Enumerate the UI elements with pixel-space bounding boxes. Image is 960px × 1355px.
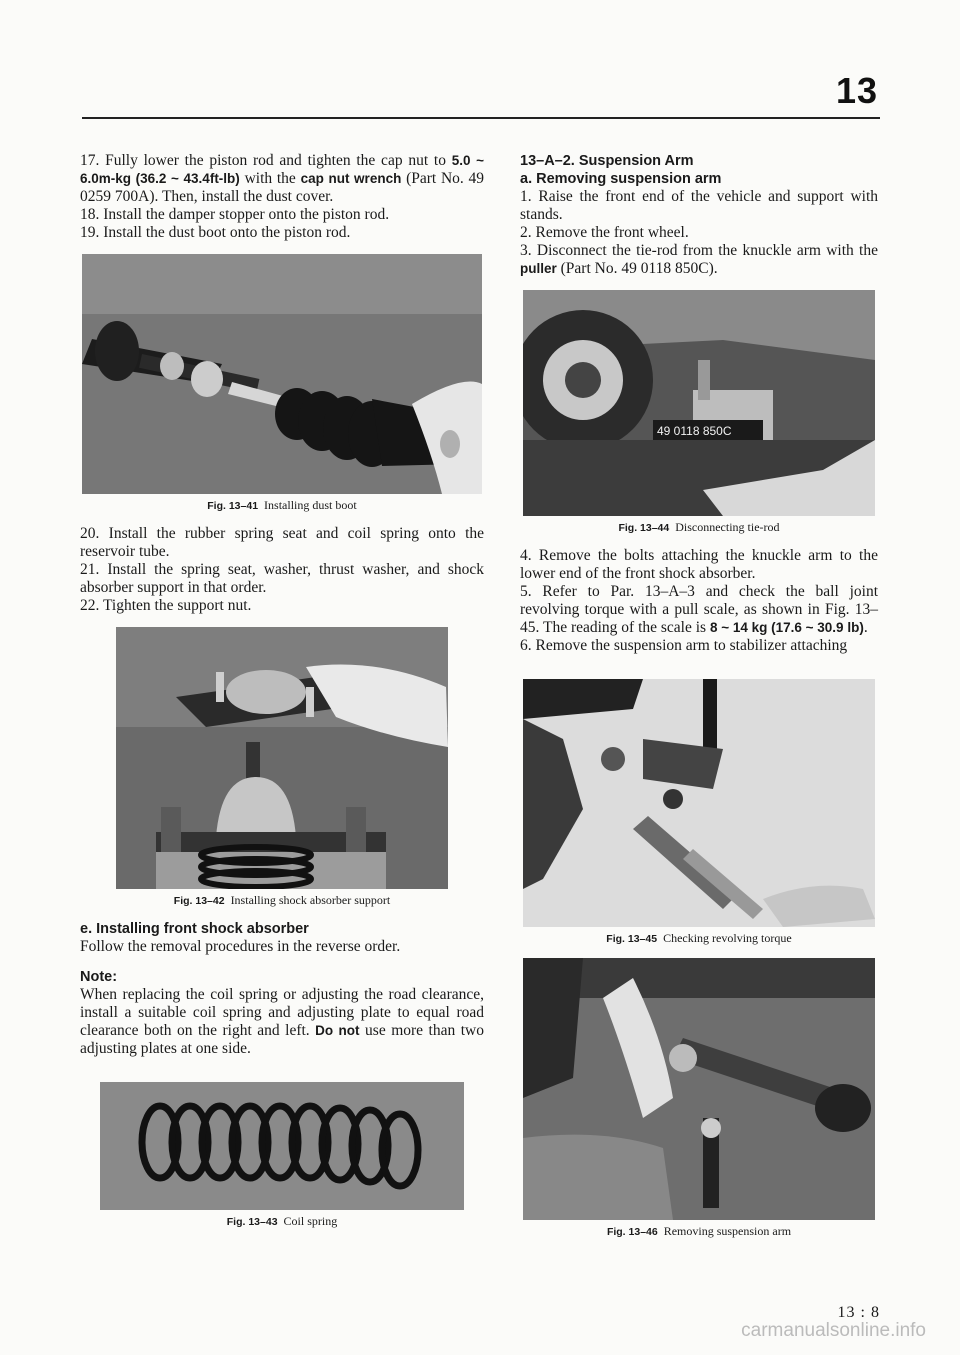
fig-45-caption: Fig. 13–45 Checking revolving torque (606, 931, 792, 945)
step-r5: 5. Refer to Par. 13–A–3 and check the ball joint revolving torque with a pull scale, as shown in Fig. 13–45. The reading of the scale is 8 ~ 14 kg (17.6 ~ 30.9 lb). (520, 583, 878, 636)
step-r2: 2. Remove the front wheel. (520, 224, 689, 241)
header-rule (82, 117, 880, 119)
section-title: 13–A–2. Suspension Arm (520, 153, 694, 169)
fig-41-photo (82, 254, 482, 494)
step-21: 21. Install the spring seat, washer, thrust washer, and shock absorber support in that order. (80, 561, 484, 596)
fig-44-photo (523, 290, 875, 516)
page-number: 13 : 8 (837, 1304, 880, 1321)
shock-absorber-support-illustration (116, 627, 448, 889)
step-r3: 3. Disconnect the tie-rod from the knuckle arm with the puller (Part No. 49 0118 850C). (520, 242, 878, 277)
step-20: 20. Install the rubber spring seat and coil spring onto the reservoir tube. (80, 525, 484, 560)
subsection-a-heading: a. Removing suspension arm (520, 171, 722, 187)
fig-46-photo (523, 958, 875, 1220)
left-column (80, 152, 484, 1229)
fig-46-caption: Fig. 13–46 Removing suspension arm (606, 1224, 792, 1238)
shock-absorber-dust-boot-illustration (82, 254, 482, 494)
watermark: carmanualsonline.info (741, 1320, 926, 1341)
fig-44-caption: Fig. 13–44 Disconnecting tie-rod (618, 520, 780, 534)
step-17: 17. Fully lower the piston rod and tighten the cap nut to 5.0 ~ 6.0m-kg (36.2 ~ 43.4ft-lb) with the cap nut wrench (Part No. 49 0259 700A). Then, install the dust cover. (80, 152, 485, 205)
fig-45-photo (523, 679, 875, 927)
step-r1: 1. Raise the front end of the vehicle and support with stands. (520, 188, 878, 223)
fig-43-caption: Fig. 13–43 Coil spring (226, 1214, 338, 1228)
fig-42-caption: Fig. 13–42 Installing shock absorber support (173, 893, 391, 907)
suspension-arm-removal-illustration (523, 958, 875, 1220)
tie-rod-puller-illustration (523, 290, 875, 516)
fig-43-photo (100, 1082, 464, 1210)
section-e-text: Follow the removal procedures in the reverse order. (80, 938, 401, 955)
section-e-heading: e. Installing front shock absorber (80, 921, 309, 937)
step-r6: 6. Remove the suspension arm to stabilizer attaching (520, 637, 848, 654)
step-18: 18. Install the damper stopper onto the piston rod. (80, 206, 390, 223)
note-label: Note: (80, 969, 118, 985)
right-column (520, 152, 878, 1239)
step-r4: 4. Remove the bolts attaching the knuckle arm to the lower end of the front shock absorber. (520, 547, 878, 582)
chapter-number: 13 (835, 70, 878, 111)
fig-41-caption: Fig. 13–41 Installing dust boot (207, 498, 357, 512)
pull-scale-illustration (523, 679, 875, 927)
note-text: When replacing the coil spring or adjusting the road clearance, install a suitable coil spring and adjusting plate to equal road clearance both on the right and left. Do not use more than two adjusting plates at one side. (80, 986, 484, 1057)
step-19: 19. Install the dust boot onto the piston rod. (80, 224, 351, 241)
coil-spring-illustration (100, 1082, 464, 1210)
fig-42-photo (116, 627, 448, 889)
puller-part-label: 49 0118 850C (657, 424, 732, 438)
step-22: 22. Tighten the support nut. (80, 597, 252, 614)
